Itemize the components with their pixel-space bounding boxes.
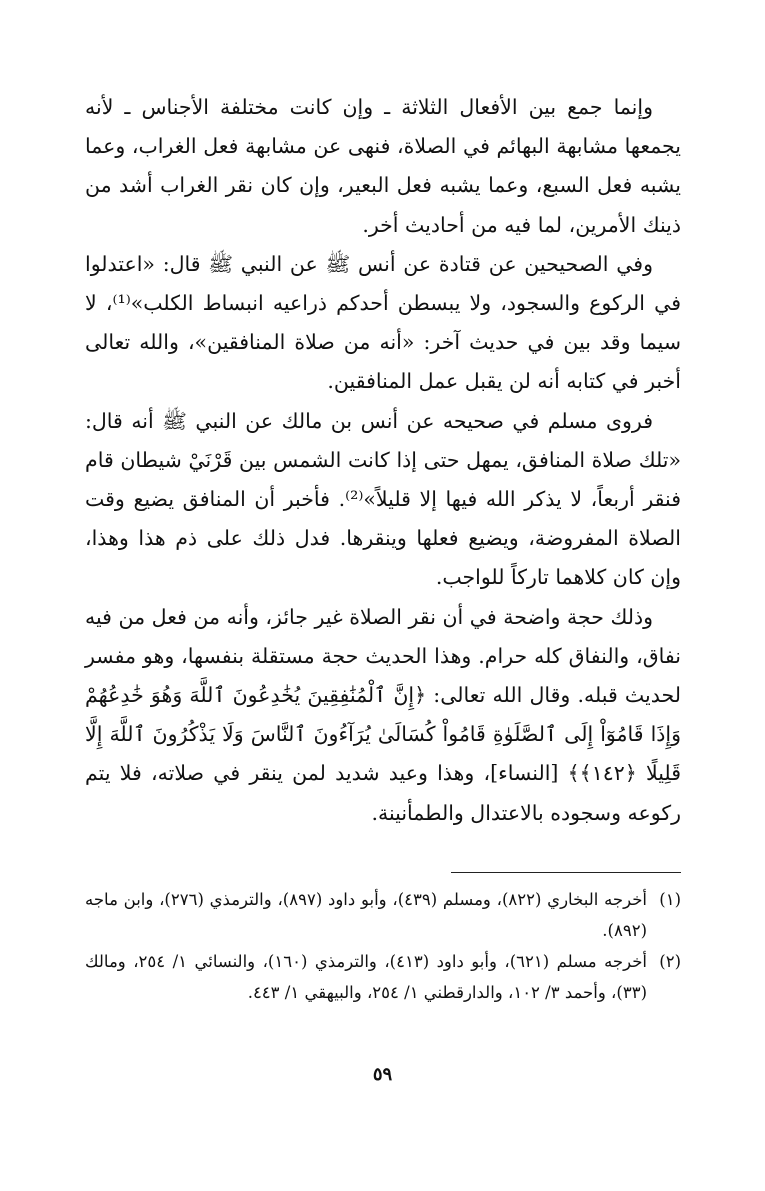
footnote-1 <box>85 884 681 946</box>
footnote-text: أخرجه مسلم (٦٢١)، وأبو داود (٤١٣)، والترمذي (١٦٠)، والنسائي ١/ ٢٥٤، ومالك (٣٣)، وأحمد ٣/ ١٠٢، والدارقطني ١/ ٢٥٤، والبيهقي ١/ ٤٤٣. <box>85 952 648 1002</box>
paragraph-4: وذلك حجة واضحة في أن نقر الصلاة غير جائز، وأنه من فعل من فيه نفاق، والنفاق كله حرام. وهذا الحديث حجة مستقلة بنفسها، وهو مفسر لحديث قبله. وقال الله تعالى: ﴿إِنَّ ٱلْمُنَٰفِقِينَ يُخَٰدِعُونَ ٱللَّهَ وَهُوَ خَٰدِعُهُمْ وَإِذَا قَامُوٓاْ إِلَى ٱلصَّلَوٰةِ قَامُواْ كُسَالَىٰ يُرَآءُونَ ٱلنَّاسَ وَلَا يَذْكُرُونَ ٱللَّهَ إِلَّا قَلِيلًا ﴿١٤٢﴾﴾ [النساء]، وهذا وعيد شديد لمن ينقر في صلاته، فلا يتم ركوعه وسجوده بالاعتدال والطمأنينة. <box>85 604 681 825</box>
footnote-divider <box>451 872 681 873</box>
paragraph-1: وإنما جمع بين الأفعال الثلاثة ـ وإن كانت مختلفة الأجناس ـ لأنه يجمعها مشابهة البهائم في الصلاة، فنهى عن مشابهة فعل الغراب، وعما يشبه فعل السبع، وعما يشبه فعل البعير، وإن كان نقر الغراب أشد من ذينك الأمرين، لما فيه من أحاديث أخر. <box>85 95 681 237</box>
footnote-number: (١) <box>659 890 681 909</box>
footnote-2 <box>85 946 681 1008</box>
paragraph-2: وفي الصحيحين عن قتادة عن أنس ﷺ عن النبي ﷺ قال: «اعتدلوا في الركوع والسجود، ولا يبسطن أحدكم ذراعيه انبساط الكلب»⁽¹⁾، لا سيما وقد بين في حديث آخر: «أنه من صلاة المنافقين»، والله تعالى أخبر في كتابه أنه لن يقبل عمل المنافقين. <box>85 251 682 394</box>
footnote-number: (٢) <box>659 952 681 971</box>
paragraph-3: فروى مسلم في صحيحه عن أنس بن مالك عن النبي ﷺ أنه قال: «تلك صلاة المنافق، يمهل حتى إذا كانت الشمس بين قَرْنَيْ شيطان قام فنقر أربعاً، لا يذكر الله فيها إلا قليلاً»⁽²⁾. فأخبر أن المنافق يضيع وقت الصلاة المفروضة، ويضيع فعلها وينقرها. فدل ذلك على ذم هذا وهذا، وإن كان كلاهما تاركاً للواجب. <box>85 408 681 590</box>
page-number: ٥٩ <box>372 1064 393 1085</box>
footnotes <box>85 884 681 1008</box>
main-text <box>85 88 681 833</box>
footnote-text: أخرجه البخاري (٨٢٢)، ومسلم (٤٣٩)، وأبو داود (٨٩٧)، والترمذي (٢٧٦)، وابن ماجه (٨٩٢). <box>85 890 647 940</box>
